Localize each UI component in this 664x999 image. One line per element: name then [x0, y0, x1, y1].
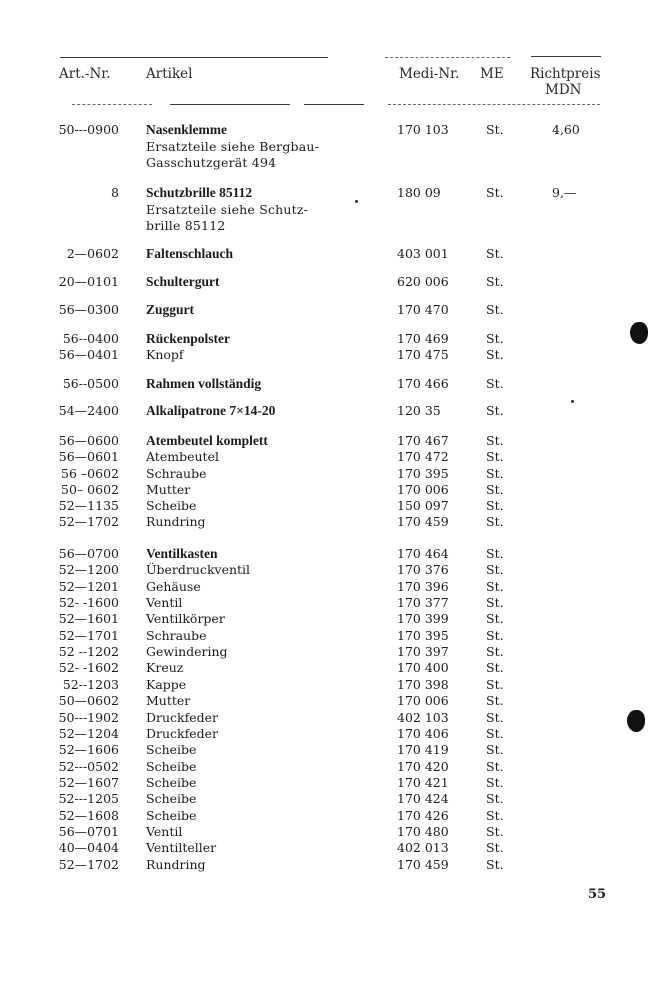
- artikel-cell: [146, 546, 218, 563]
- medi-nr-cell: 403 001: [397, 246, 449, 261]
- scan-speck: [355, 200, 358, 203]
- art-nr-cell: 50---0900: [58, 122, 119, 137]
- artikel-cell: [146, 246, 233, 263]
- artikel-name: Kappe: [146, 677, 187, 692]
- medi-nr-cell: 170 400: [397, 660, 449, 675]
- art-nr-cell: 56--0500: [62, 376, 119, 391]
- art-nr-cell: 52—1601: [58, 611, 119, 626]
- artikel-cell: [146, 122, 319, 172]
- artikel-name: Gehäuse: [146, 579, 201, 594]
- art-nr-cell: 52—1204: [58, 726, 119, 741]
- art-nr-cell: 52—1702: [58, 857, 119, 872]
- me-cell: St.: [486, 644, 504, 659]
- artikel-note: Ersatzteile siehe Schutz-: [146, 201, 309, 217]
- me-cell: St.: [486, 331, 504, 346]
- art-nr-cell: 56—0300: [58, 302, 119, 317]
- artikel-name: Alkalipatrone 7×14-20: [146, 403, 276, 418]
- art-nr-cell: 56—0701: [58, 824, 119, 839]
- header-top-rule-right: [531, 56, 601, 57]
- me-cell: St.: [486, 403, 504, 418]
- art-nr-cell: 8: [111, 185, 119, 200]
- artikel-cell: [146, 331, 230, 348]
- artikel-name: Überdruckventil: [146, 562, 251, 577]
- price-cell: 9,—: [552, 185, 577, 200]
- artikel-cell: [146, 677, 186, 694]
- me-cell: St.: [486, 742, 504, 757]
- art-nr-cell: 52—1606: [58, 742, 119, 757]
- medi-nr-cell: 170 469: [397, 331, 449, 346]
- artikel-name: Druckfeder: [146, 710, 219, 725]
- medi-nr-cell: 170 467: [397, 433, 449, 448]
- price-cell: 4,60: [552, 122, 580, 137]
- header-top-rule-left: [60, 57, 328, 58]
- medi-nr-cell: 170 395: [397, 628, 449, 643]
- medi-nr-cell: 170 376: [397, 562, 449, 577]
- me-cell: St.: [486, 122, 504, 137]
- artikel-name: Rundring: [146, 857, 206, 872]
- artikel-cell: [146, 347, 184, 364]
- artikel-cell: [146, 808, 196, 825]
- artikel-cell: [146, 611, 225, 628]
- art-nr-cell: 50—0602: [58, 693, 119, 708]
- medi-nr-cell: 170 377: [397, 595, 449, 610]
- medi-nr-cell: 170 398: [397, 677, 449, 692]
- artikel-name: Scheibe: [146, 808, 197, 823]
- medi-nr-cell: 170 397: [397, 644, 449, 659]
- me-cell: St.: [486, 498, 504, 513]
- artikel-name: Zuggurt: [146, 302, 195, 317]
- medi-nr-cell: 170 419: [397, 742, 449, 757]
- artikel-cell: [146, 579, 201, 596]
- artikel-name: Nasenklemme: [146, 122, 227, 137]
- artikel-name: Mutter: [146, 693, 191, 708]
- scan-blot-upper: [630, 322, 648, 344]
- art-nr-cell: 52—1701: [58, 628, 119, 643]
- column-header-richtpreis: Richtpreis: [530, 66, 601, 82]
- artikel-cell: [146, 857, 206, 874]
- artikel-name: Rundring: [146, 514, 206, 529]
- medi-nr-cell: 170 399: [397, 611, 449, 626]
- art-nr-cell: 52—1607: [58, 775, 119, 790]
- artikel-cell: [146, 302, 194, 319]
- artikel-cell: [146, 433, 268, 450]
- me-cell: St.: [486, 824, 504, 839]
- artikel-name: Gewindering: [146, 644, 228, 659]
- artikel-name: Ventil: [146, 595, 183, 610]
- artikel-name: Schraube: [146, 628, 207, 643]
- scan-speck: [571, 400, 574, 403]
- header-bottom-rule-right: [388, 104, 600, 105]
- medi-nr-cell: 170 464: [397, 546, 449, 561]
- artikel-cell: [146, 840, 216, 857]
- medi-nr-cell: 180 09: [397, 185, 441, 200]
- artikel-cell: [146, 498, 196, 515]
- artikel-note: Ersatzteile siehe Bergbau-: [146, 138, 320, 154]
- scan-blot-lower: [627, 710, 645, 732]
- me-cell: St.: [486, 660, 504, 675]
- me-cell: St.: [486, 433, 504, 448]
- me-cell: St.: [486, 514, 504, 529]
- medi-nr-cell: 170 103: [397, 122, 449, 137]
- me-cell: St.: [486, 840, 504, 855]
- art-nr-cell: 56—0401: [58, 347, 119, 362]
- artikel-cell: [146, 710, 218, 727]
- medi-nr-cell: 170 421: [397, 775, 449, 790]
- me-cell: St.: [486, 628, 504, 643]
- artikel-name: Atembeutel komplett: [146, 433, 268, 448]
- artikel-name: Scheibe: [146, 759, 197, 774]
- artikel-name: Scheibe: [146, 775, 197, 790]
- art-nr-cell: 52- -1600: [58, 595, 119, 610]
- medi-nr-cell: 170 006: [397, 482, 449, 497]
- artikel-name: Ventilkasten: [146, 546, 218, 561]
- medi-nr-cell: 170 472: [397, 449, 449, 464]
- art-nr-cell: 52—1135: [58, 498, 119, 513]
- me-cell: St.: [486, 246, 504, 261]
- artikel-name: Scheibe: [146, 498, 197, 513]
- artikel-name: Schraube: [146, 466, 207, 481]
- medi-nr-cell: 170 480: [397, 824, 449, 839]
- artikel-cell: [146, 274, 220, 291]
- art-nr-cell: 52—1200: [58, 562, 119, 577]
- artikel-cell: [146, 644, 228, 661]
- me-cell: St.: [486, 466, 504, 481]
- medi-nr-cell: 170 424: [397, 791, 449, 806]
- artikel-cell: [146, 376, 261, 393]
- artikel-cell: [146, 791, 196, 808]
- artikel-cell: [146, 185, 308, 235]
- artikel-name: Druckfeder: [146, 726, 219, 741]
- art-nr-cell: 56—0601: [58, 449, 119, 464]
- artikel-cell: [146, 759, 196, 776]
- me-cell: St.: [486, 579, 504, 594]
- artikel-cell: [146, 693, 190, 710]
- me-cell: St.: [486, 376, 504, 391]
- medi-nr-cell: 170 459: [397, 514, 449, 529]
- artikel-note: Gasschutzgerät 494: [146, 155, 277, 170]
- artikel-cell: [146, 775, 196, 792]
- art-nr-cell: 20—0101: [58, 274, 119, 289]
- medi-nr-cell: 170 396: [397, 579, 449, 594]
- column-header-artikel: Artikel: [146, 66, 193, 82]
- art-nr-cell: 2—0602: [66, 246, 119, 261]
- artikel-cell: [146, 660, 183, 677]
- me-cell: St.: [486, 791, 504, 806]
- medi-nr-cell: 170 459: [397, 857, 449, 872]
- me-cell: St.: [486, 677, 504, 692]
- art-nr-cell: 56--0400: [62, 331, 119, 346]
- art-nr-cell: 52 --1202: [58, 644, 119, 659]
- artikel-name: Ventilteller: [146, 840, 217, 855]
- art-nr-cell: 56—0700: [58, 546, 119, 561]
- page-number: 55: [588, 887, 607, 902]
- artikel-cell: [146, 595, 182, 612]
- column-header-currency: MDN: [545, 82, 582, 98]
- me-cell: St.: [486, 710, 504, 725]
- me-cell: St.: [486, 482, 504, 497]
- artikel-cell: [146, 482, 190, 499]
- artikel-name: Mutter: [146, 482, 191, 497]
- artikel-name: Knopf: [146, 347, 184, 362]
- column-header-me: ME: [480, 66, 504, 82]
- artikel-name: Ventil: [146, 824, 183, 839]
- medi-nr-cell: 170 006: [397, 693, 449, 708]
- artikel-cell: [146, 403, 275, 420]
- me-cell: St.: [486, 546, 504, 561]
- medi-nr-cell: 170 426: [397, 808, 449, 823]
- me-cell: St.: [486, 726, 504, 741]
- artikel-cell: [146, 824, 182, 841]
- art-nr-cell: 54—2400: [58, 403, 119, 418]
- me-cell: St.: [486, 693, 504, 708]
- column-header-art-nr: Art.-Nr.: [59, 66, 111, 82]
- art-nr-cell: 56 –0602: [61, 466, 119, 481]
- art-nr-cell: 52—1201: [58, 579, 119, 594]
- art-nr-cell: 52--1203: [62, 677, 119, 692]
- header-top-rule-mid: [385, 57, 510, 58]
- header-bottom-rule-left: [72, 104, 152, 105]
- me-cell: St.: [486, 274, 504, 289]
- art-nr-cell: 52---1205: [58, 791, 119, 806]
- medi-nr-cell: 170 406: [397, 726, 449, 741]
- me-cell: St.: [486, 595, 504, 610]
- medi-nr-cell: 170 470: [397, 302, 449, 317]
- column-header-medi-nr: Medi-Nr.: [399, 66, 460, 82]
- header-bottom-rule-mid: [170, 104, 290, 105]
- me-cell: St.: [486, 808, 504, 823]
- artikel-name: Scheibe: [146, 791, 197, 806]
- art-nr-cell: 40—0404: [58, 840, 119, 855]
- me-cell: St.: [486, 347, 504, 362]
- artikel-name: Atembeutel: [146, 449, 219, 464]
- artikel-cell: [146, 628, 207, 645]
- me-cell: St.: [486, 759, 504, 774]
- artikel-cell: [146, 742, 196, 759]
- art-nr-cell: 50– 0602: [61, 482, 119, 497]
- art-nr-cell: 56—0600: [58, 433, 119, 448]
- me-cell: St.: [486, 302, 504, 317]
- artikel-name: Ventilkörper: [146, 611, 225, 626]
- art-nr-cell: 52---0502: [58, 759, 119, 774]
- artikel-name: Faltenschlauch: [146, 246, 234, 261]
- medi-nr-cell: 170 466: [397, 376, 449, 391]
- artikel-cell: [146, 514, 206, 531]
- medi-nr-cell: 402 013: [397, 840, 449, 855]
- medi-nr-cell: 170 395: [397, 466, 449, 481]
- artikel-cell: [146, 466, 207, 483]
- artikel-cell: [146, 726, 218, 743]
- artikel-note: brille 85112: [146, 218, 226, 233]
- art-nr-cell: 52- -1602: [58, 660, 119, 675]
- artikel-name: Kreuz: [146, 660, 184, 675]
- art-nr-cell: 50---1902: [58, 710, 119, 725]
- me-cell: St.: [486, 185, 504, 200]
- artikel-name: Rückenpolster: [146, 331, 230, 346]
- header-bottom-rule-mid2: [304, 104, 364, 105]
- medi-nr-cell: 402 103: [397, 710, 449, 725]
- art-nr-cell: 52—1702: [58, 514, 119, 529]
- medi-nr-cell: 170 420: [397, 759, 449, 774]
- art-nr-cell: 52—1608: [58, 808, 119, 823]
- me-cell: St.: [486, 449, 504, 464]
- artikel-cell: [146, 562, 250, 579]
- me-cell: St.: [486, 857, 504, 872]
- medi-nr-cell: 150 097: [397, 498, 449, 513]
- medi-nr-cell: 620 006: [397, 274, 449, 289]
- me-cell: St.: [486, 562, 504, 577]
- medi-nr-cell: 170 475: [397, 347, 449, 362]
- artikel-name: Schutzbrille 85112: [146, 185, 253, 200]
- artikel-name: Schultergurt: [146, 274, 220, 289]
- me-cell: St.: [486, 611, 504, 626]
- artikel-name: Scheibe: [146, 742, 197, 757]
- me-cell: St.: [486, 775, 504, 790]
- artikel-cell: [146, 449, 219, 466]
- artikel-name: Rahmen vollständig: [146, 376, 262, 391]
- medi-nr-cell: 120 35: [397, 403, 441, 418]
